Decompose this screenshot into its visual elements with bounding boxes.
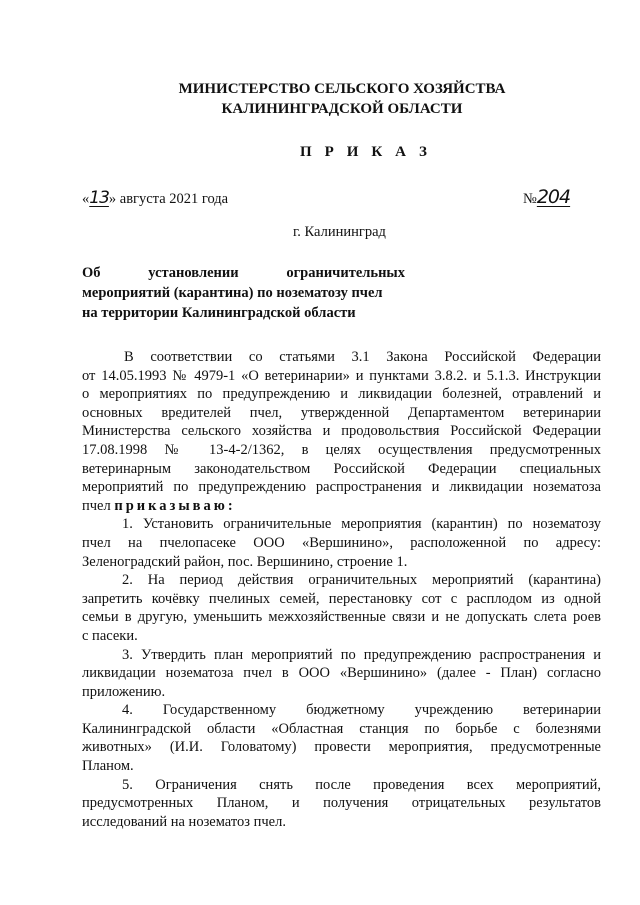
preamble-paragraph [82,348,601,515]
date-open-quote: « [82,191,90,207]
date-day-handwritten: 13 [89,188,109,208]
text-line: 1. Установить ограничительные мероприятия (карантин) по нозематозу [122,516,601,533]
subject-line: мероприятий (карантина) по нозематозу пчел [82,285,383,301]
order-body [82,348,601,831]
number-value-handwritten: 204 [536,186,571,208]
text-line: Планом. [82,758,134,775]
date-month-year: » августа 2021 года [108,191,229,207]
text-line: ликвидации нозематоза пчел в ООО «Вершинино» (далее - План) согласно [82,665,601,682]
text-line: животных» (И.И. Головатому) провести мероприятия, предусмотренные [82,739,601,756]
item-5-paragraph [82,776,601,832]
text-line: ветеринарным законодательством Российской Федерации специальных [82,460,601,477]
number-sign: № [523,191,537,207]
text-line: мероприятий по предупреждению распространения и ликвидации нозематоза [82,479,601,496]
subject-line: Об установлении ограничительных [82,265,405,281]
text-line: 2. На период действия ограничительных мероприятий (карантина) [122,572,601,589]
order-date [82,188,228,208]
order-number [523,186,570,208]
subject-line: на территории Калининградской области [82,305,356,321]
text-line: исследований на нозематоз пчел. [82,813,286,830]
text-line: семьи в другую, уменьшить межхозяйственные связи и не допускать слета роев [82,609,601,626]
item-4-paragraph [82,701,601,775]
city: г. Калининград [293,224,386,240]
text-line: основных вредителей пчел, утвержденной Департаментом ветеринарии [82,404,601,421]
order-verb: приказываю: [114,497,236,514]
text-line: о мероприятиях по предупреждению и ликвидации болезней, отравлений и [82,386,601,403]
text-line: Зеленоградский район, пос. Вершинино, строение 1. [82,553,408,570]
text-line: 5. Ограничения снять после проведения всех мероприятий, [122,776,601,793]
preamble-last-text: пчел [82,497,115,514]
text-line: 3. Утвердить план мероприятий по предупреждению распространения и [122,646,601,663]
text-line: приложению. [82,683,166,700]
order-subject [82,263,405,323]
text-line: 4. Государственному бюджетному учреждению ветеринарии [122,702,601,719]
text-line: с пасеки. [82,627,138,644]
order-title: П Р И К А З [300,144,432,160]
text-line: 17.08.1998 № 13-4-2/1362, в целях осуществления предусмотренных [82,441,601,458]
item-1-paragraph [82,515,601,571]
text-line: пчел на пчелопасеке ООО «Вершинино», расположенной по адресу: [82,534,601,551]
item-2-paragraph [82,571,601,645]
text-line: Министерства сельского хозяйства и продовольствия Российской Федерации [82,423,601,440]
item-3-paragraph [82,646,601,702]
text-line: Калининградской области «Областная станция по борьбе с болезнями [82,720,601,737]
ministry-name-line1: МИНИСТЕРСТВО СЕЛЬСКОГО ХОЗЯЙСТВА [178,81,506,97]
ministry-name-line2: КАЛИНИНГРАДСКОЙ ОБЛАСТИ [221,101,463,117]
text-line [82,497,601,516]
text-line: В соответствии со статьями 3.1 Закона Российской Федерации [124,349,601,365]
text-line: предусмотренных Планом, и получения отрицательных результатов [82,795,601,812]
text-line: от 14.05.1993 № 4979-1 «О ветеринарии» и пунктами 3.8.2. и 5.1.3. Инструкции [82,367,601,384]
text-line: запретить кочёвку пчелиных семей, перестановку сот с расплодом из одной [82,590,601,607]
